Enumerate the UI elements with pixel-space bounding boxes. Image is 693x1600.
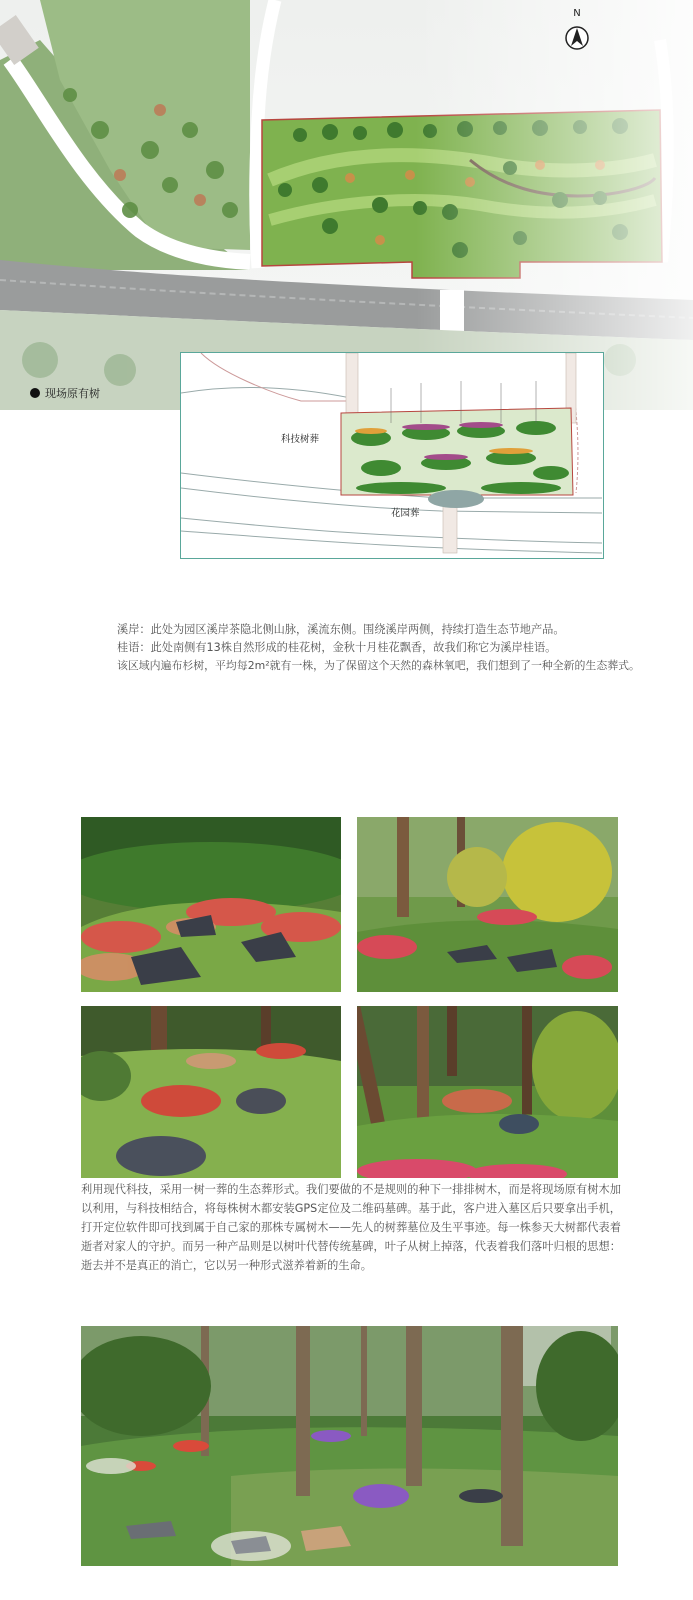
north-label: N	[573, 8, 581, 19]
intro-line-2: 桂语：此处南侧有13株自然形成的桂花树，金秋十月桂花飘香，故我们称它为溪岸桂语。	[117, 641, 557, 654]
intro-line-1: 溪岸：此处为园区溪岸茶隐北侧山脉，溪流东侧。围绕溪岸两侧，持续打造生态节地产品。	[117, 623, 565, 636]
legend-label: 现场原有树	[45, 387, 100, 400]
photo-garden-2	[357, 817, 618, 992]
photo-garden-1	[81, 817, 341, 992]
photo-garden-4	[357, 1006, 618, 1178]
site-plan-image	[0, 0, 693, 410]
photo-garden-3	[81, 1006, 341, 1178]
rendering-forest-garden	[81, 1326, 618, 1566]
body-paragraph: 利用现代科技，采用一树一葬的生态葬形式。我们要做的不是规则的种下一排排树木，而是将现场原有树木加以利用，与科技相结合，将每株树木都安装GPS定位及二维码墓碑。基于此，客户进入墓区后只要拿出手机，打开定位软件即可找到属于自己家的那株专属树木——先人的树葬墓位及生平事迹。每一株参天大树都代表着逝者对家人的守护。而另一种产品则是以树叶代替传统墓碑，叶子从树上掉落，代表着我们落叶归根的思想：逝去并不是真正的消亡，它以另一种形式滋养着新的生命。	[81, 1183, 621, 1272]
intro-line-3: 该区域内遍布杉树，平均每2m²就有一株，为了保留这个天然的森林氧吧，我们想到了一种全新的生态葬式。	[117, 659, 640, 672]
legend-dot-icon	[30, 388, 40, 398]
legend	[30, 385, 100, 401]
detail-plan-drawing	[181, 353, 602, 557]
zone-label-garden: 花园葬	[391, 508, 420, 519]
detail-plan	[180, 352, 604, 559]
zone-label-tech: 科技树葬	[281, 434, 320, 445]
north-arrow	[564, 8, 590, 54]
